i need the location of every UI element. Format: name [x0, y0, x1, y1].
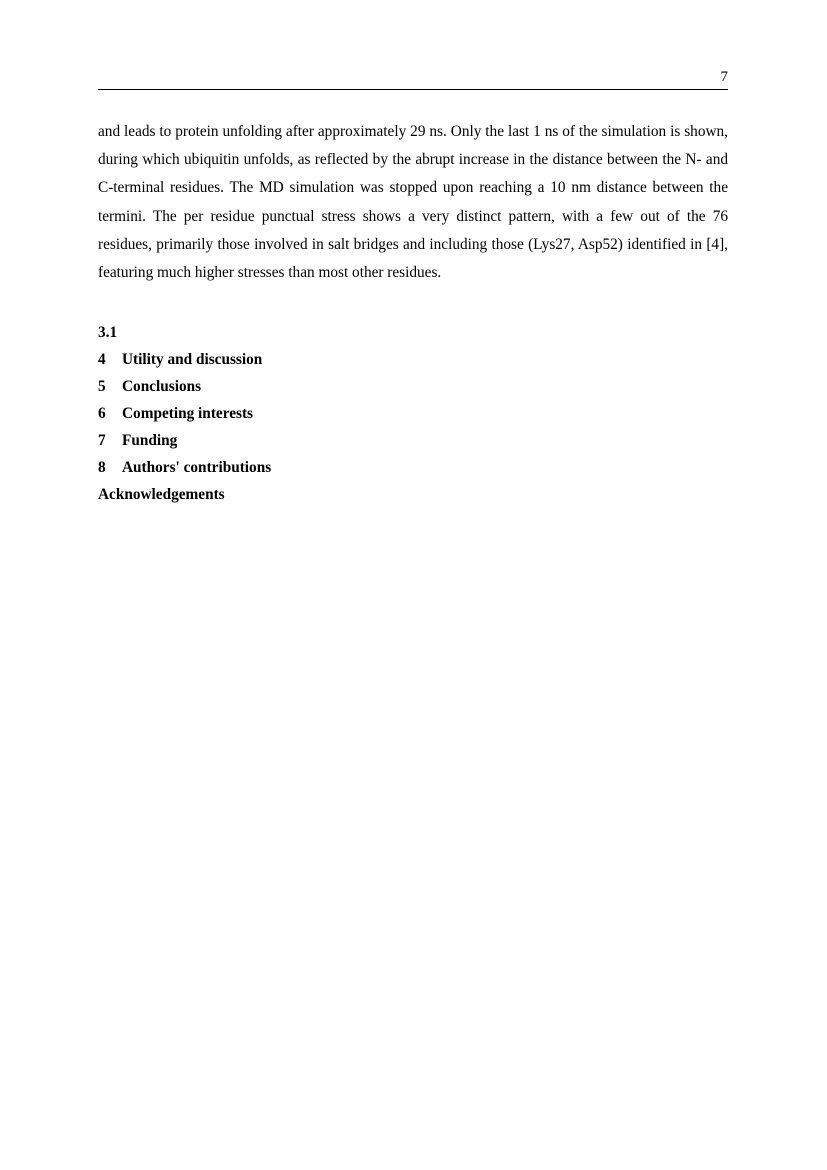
body-paragraph: and leads to protein unfolding after approximately 29 ns. Only the last 1 ns of the simulation is shown, during which ubiquitin unfolds, as reflected by the abrupt increase in the distance between the N- and C-terminal residues. The MD simulation was stopped upon reaching a 10 nm distance between the termini. The per residue punctual stress shows a very distinct pattern, with a few out of the 76 residues, primarily those involved in salt bridges and including those (Lys27, Asp52) identified in [4], featuring much higher stresses than most other residues.: [98, 123, 728, 282]
section-title: Utility and discussion: [122, 351, 263, 369]
section-number: 7: [98, 432, 106, 450]
page-header: [98, 0, 728, 90]
section-list-item: [98, 400, 728, 427]
page-content-area: [98, 0, 728, 508]
section-list-item: [98, 427, 728, 454]
section-number: 8: [98, 459, 106, 477]
section-title: Competing interests: [122, 405, 254, 423]
section-list: [98, 319, 728, 508]
section-list-item: [98, 454, 728, 481]
section-number: Acknowledgements: [98, 486, 225, 504]
section-list-item: [98, 373, 728, 400]
section-title: Authors' contributions: [122, 459, 272, 477]
section-title: Funding: [122, 432, 178, 450]
page-number: 7: [720, 69, 728, 85]
section-number: 3.1: [98, 324, 118, 342]
section-title: Conclusions: [122, 378, 202, 396]
section-number: 4: [98, 351, 106, 369]
header-rule-divider: [98, 89, 728, 90]
section-number: 5: [98, 378, 106, 396]
section-list-item: [98, 319, 728, 346]
section-number: 6: [98, 405, 106, 423]
section-list-item: [98, 481, 728, 508]
section-list-item: [98, 346, 728, 373]
